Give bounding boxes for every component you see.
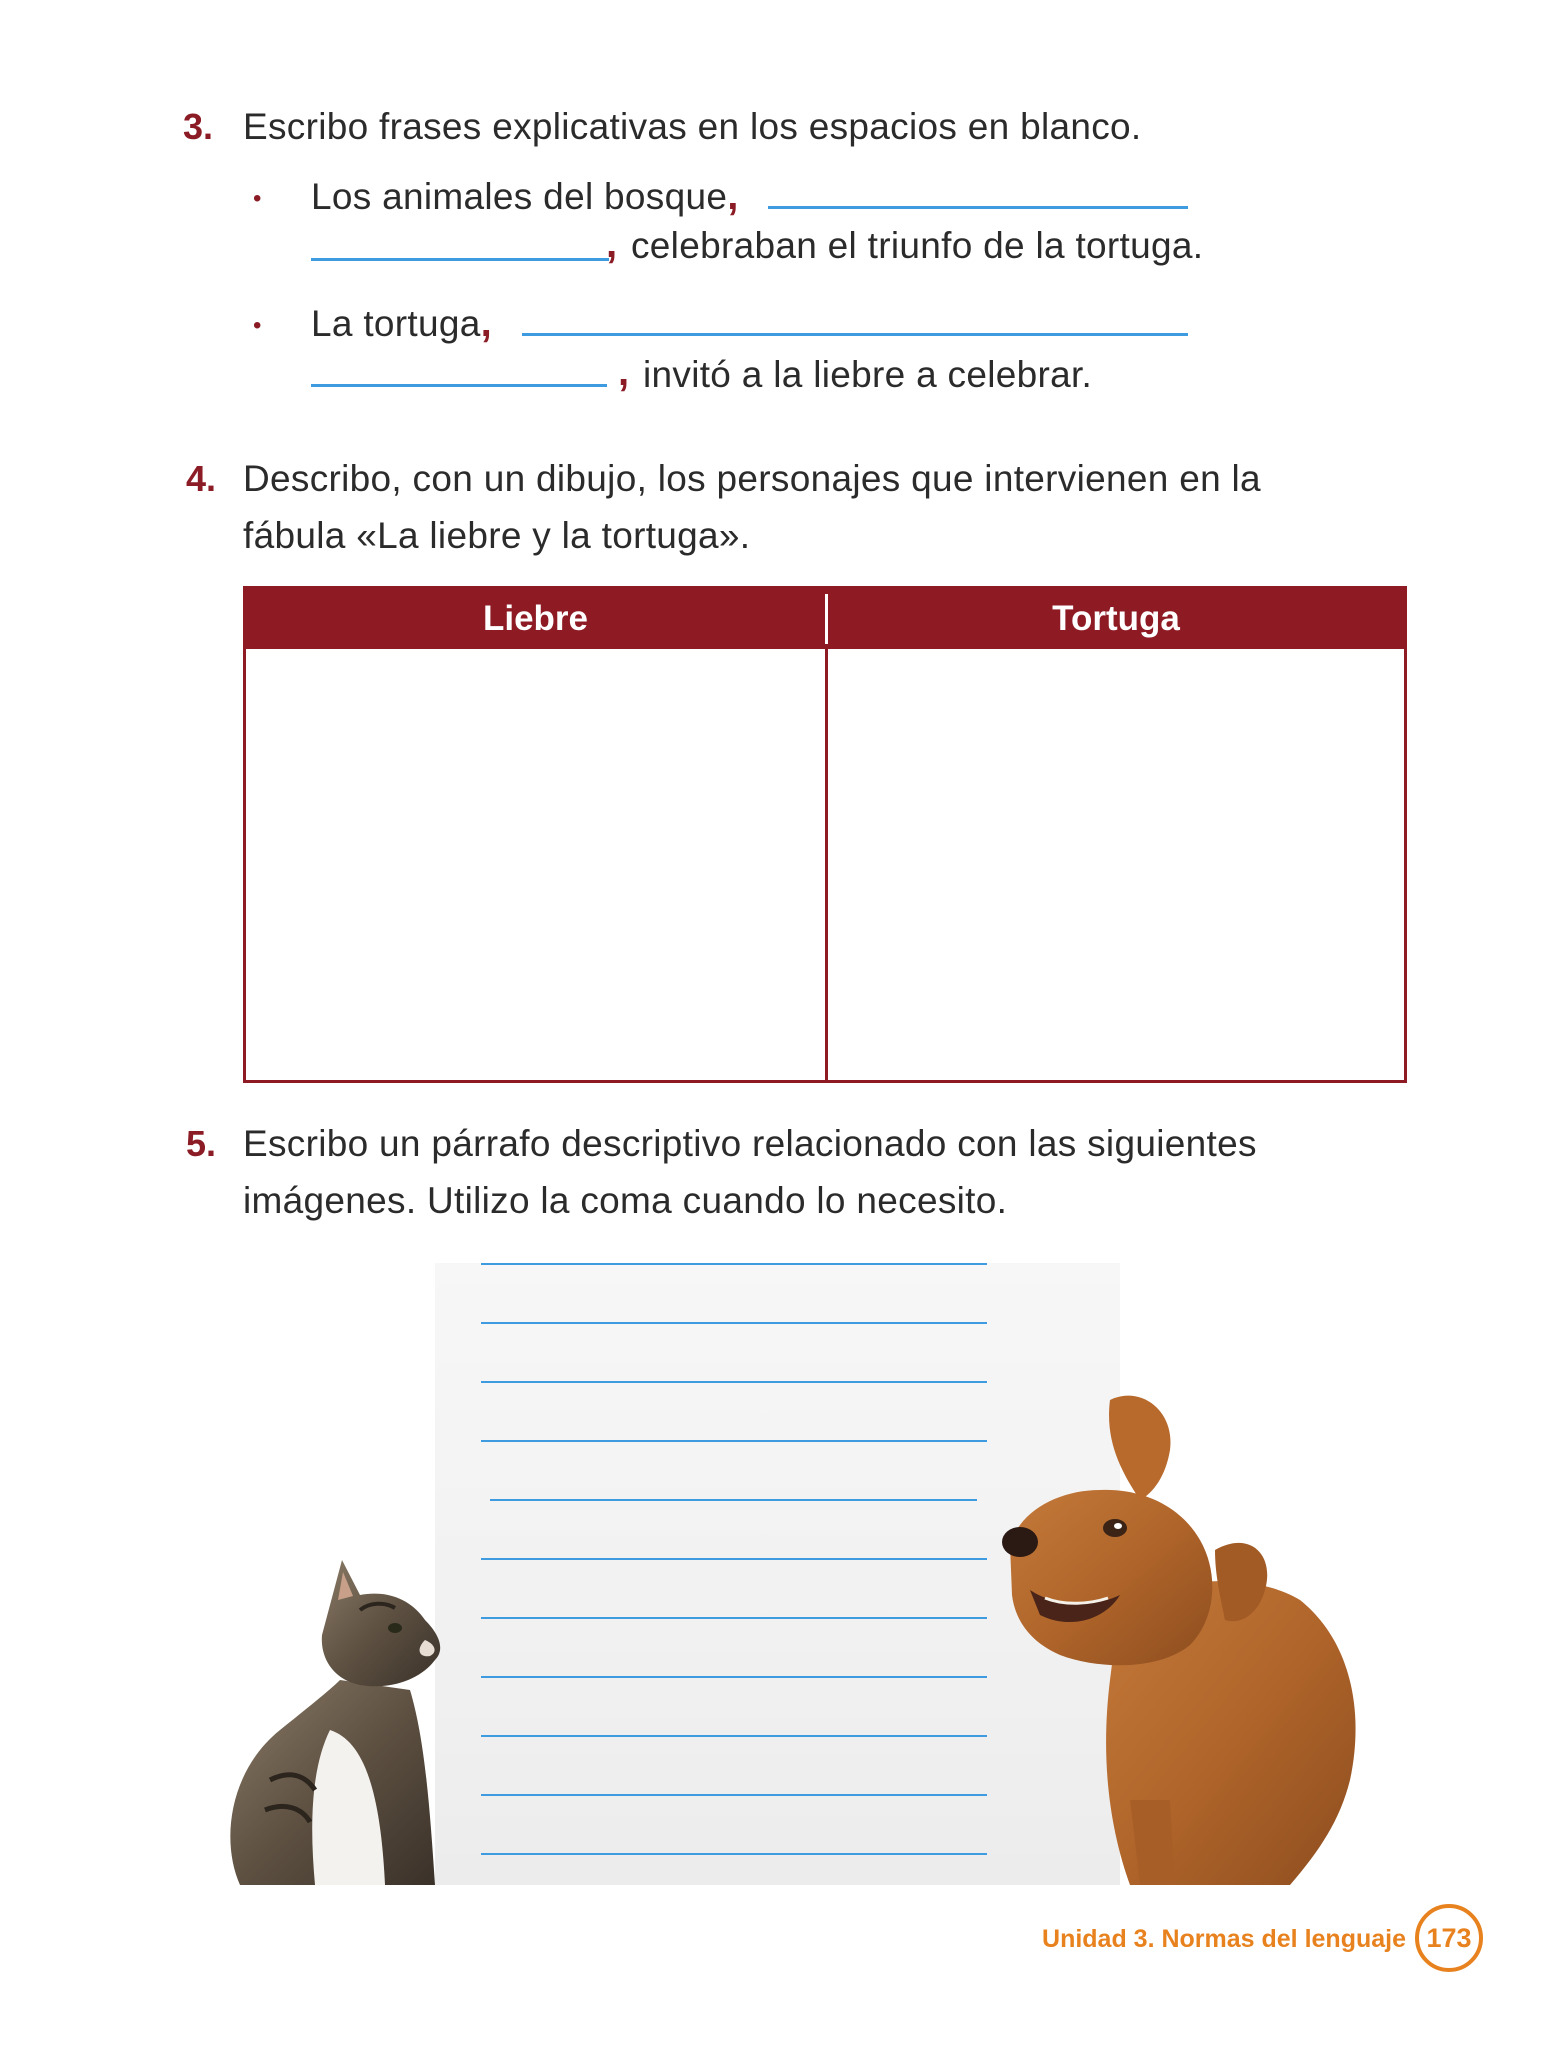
question-4-number: 4. bbox=[186, 458, 217, 499]
drawing-cell-liebre[interactable] bbox=[246, 649, 825, 1080]
writing-line[interactable] bbox=[481, 1440, 987, 1442]
bullet-dot-icon: • bbox=[253, 185, 262, 212]
drawing-cell-tortuga[interactable] bbox=[828, 649, 1404, 1080]
writing-line[interactable] bbox=[490, 1499, 977, 1501]
writing-line[interactable] bbox=[481, 1322, 987, 1324]
cat-photo-icon bbox=[210, 1540, 480, 1885]
page-number-badge: 173 bbox=[1415, 1904, 1483, 1972]
q3-bullet1-blank-1[interactable] bbox=[768, 206, 1188, 209]
table-header bbox=[246, 589, 1404, 649]
table-header-liebre: Liebre bbox=[482, 599, 589, 638]
writing-line[interactable] bbox=[481, 1853, 987, 1855]
q3-bullet2-blank-2[interactable] bbox=[311, 384, 607, 387]
q3-bullet1-start: Los animales del bosque bbox=[311, 176, 728, 217]
writing-line[interactable] bbox=[481, 1558, 987, 1560]
q3-bullet1-blank-2[interactable] bbox=[311, 258, 609, 261]
q3-bullet2-comma: , bbox=[480, 301, 493, 345]
writing-line[interactable] bbox=[481, 1735, 987, 1737]
writing-line[interactable] bbox=[481, 1794, 987, 1796]
q3-bullet1-comma-2: , bbox=[606, 222, 618, 266]
question-5-line2: imágenes. Utilizo la coma cuando lo necesito. bbox=[243, 1180, 1008, 1221]
q3-bullet2-start: La tortuga bbox=[311, 303, 481, 344]
drawing-table bbox=[243, 586, 1407, 1083]
q3-bullet2-end: invitó a la liebre a celebrar. bbox=[643, 354, 1093, 395]
bullet-dot-icon: • bbox=[253, 312, 262, 339]
question-4-line1: Describo, con un dibujo, los personajes que intervienen en la bbox=[243, 458, 1261, 499]
question-5-line1: Escribo un párrafo descriptivo relacionado con las siguientes bbox=[243, 1123, 1257, 1164]
q3-bullet1-comma: , bbox=[727, 174, 739, 218]
question-3-instruction: Escribo frases explicativas en los espacios en blanco. bbox=[243, 106, 1142, 147]
question-5-number: 5. bbox=[186, 1123, 217, 1164]
table-header-tortuga: Tortuga bbox=[1052, 599, 1180, 638]
q3-bullet1-end: celebraban el triunfo de la tortuga. bbox=[631, 225, 1204, 266]
question-3-number: 3. bbox=[183, 106, 214, 147]
footer-unit-label: Unidad 3. Normas del lenguaje bbox=[1042, 1925, 1406, 1953]
writing-line[interactable] bbox=[481, 1381, 987, 1383]
writing-line[interactable] bbox=[481, 1617, 987, 1619]
q3-bullet2-text bbox=[311, 301, 492, 346]
q3-bullet2-blank-1[interactable] bbox=[522, 333, 1188, 336]
q3-bullet1-text bbox=[311, 174, 739, 219]
q3-bullet2-comma-2: , bbox=[618, 350, 630, 394]
dog-photo-icon bbox=[990, 1380, 1375, 1885]
question-4-line2: fábula «La liebre y la tortuga». bbox=[243, 515, 751, 556]
writing-line[interactable] bbox=[481, 1263, 987, 1265]
writing-line[interactable] bbox=[481, 1676, 987, 1678]
